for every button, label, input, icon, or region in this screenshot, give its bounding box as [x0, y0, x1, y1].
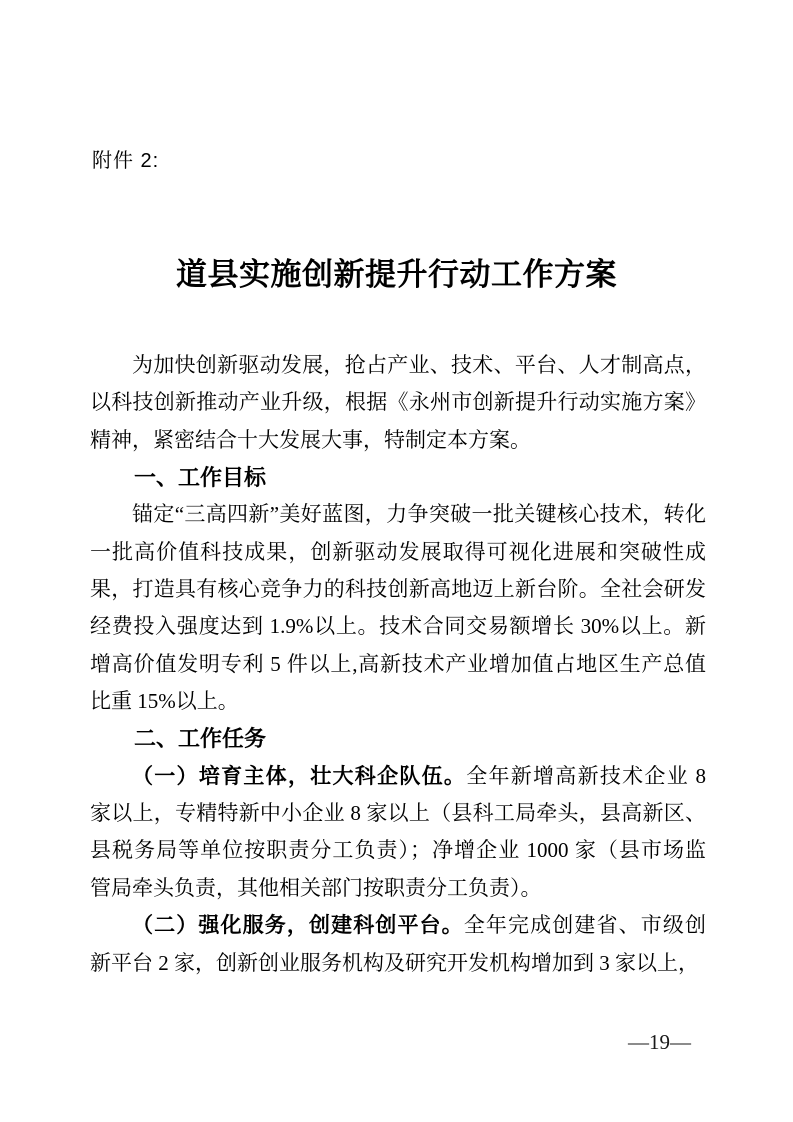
task-1-text: 全年新增高新技术企业 8	[466, 763, 706, 788]
paragraph-line: 管局牵头负责，其他相关部门按职责分工负责）。	[90, 875, 542, 900]
paragraph-line: 经费投入强度达到 1.9%以上。技术合同交易额增长 30%以上。新	[90, 614, 706, 639]
document-body	[90, 347, 706, 982]
page-number: —19—	[628, 1030, 691, 1054]
paragraph-line: 家以上，专精特新中小企业 8 家以上（县科工局牵头，县高新区、	[90, 801, 706, 826]
paragraph-line: 锚定“三高四新”美好蓝图，力争突破一批关键核心技术，转化	[132, 502, 706, 527]
attachment-label: 附件 2:	[92, 150, 160, 172]
paragraph-line	[90, 907, 706, 944]
document-title: 道县实施创新提升行动工作方案	[176, 257, 617, 292]
paragraph-line: 精神，紧密结合十大发展大事，特制定本方案。	[90, 427, 531, 452]
paragraph-line	[90, 758, 706, 795]
paragraph-line: 新平台 2 家，创新创业服务机构及研究开发机构增加到 3 家以上，	[90, 950, 699, 975]
paragraph-line: 县税务局等单位按职责分工负责）；净增企业 1000 家（县市场监	[90, 838, 706, 863]
task-1-lead: （一）培育主体，壮大科企队伍。	[132, 763, 467, 788]
paragraph-line: 一批高价值科技成果，创新驱动发展取得可视化进展和突破性成	[90, 539, 706, 564]
task-2-text: 全年完成创建省、市级创	[463, 913, 706, 938]
paragraph-line: 为加快创新驱动发展，抢占产业、技术、平台、人才制高点，	[132, 353, 706, 377]
paragraph-line: 增高价值发明专利 5 件以上,高新技术产业增加值占地区生产总值	[90, 651, 706, 676]
paragraph-line: 以科技创新推动产业升级，根据《永州市创新提升行动实施方案》	[90, 390, 706, 415]
task-2-lead: （二）强化服务，创建科创平台。	[132, 913, 464, 938]
section-heading-work-tasks: 二、工作任务	[134, 726, 267, 752]
paragraph-line: 果，打造具有核心竞争力的科技创新高地迈上新台阶。全社会研发	[90, 577, 706, 602]
paragraph-line: 比重 15%以上。	[90, 689, 239, 714]
section-heading-work-goals: 一、工作目标	[134, 465, 267, 491]
